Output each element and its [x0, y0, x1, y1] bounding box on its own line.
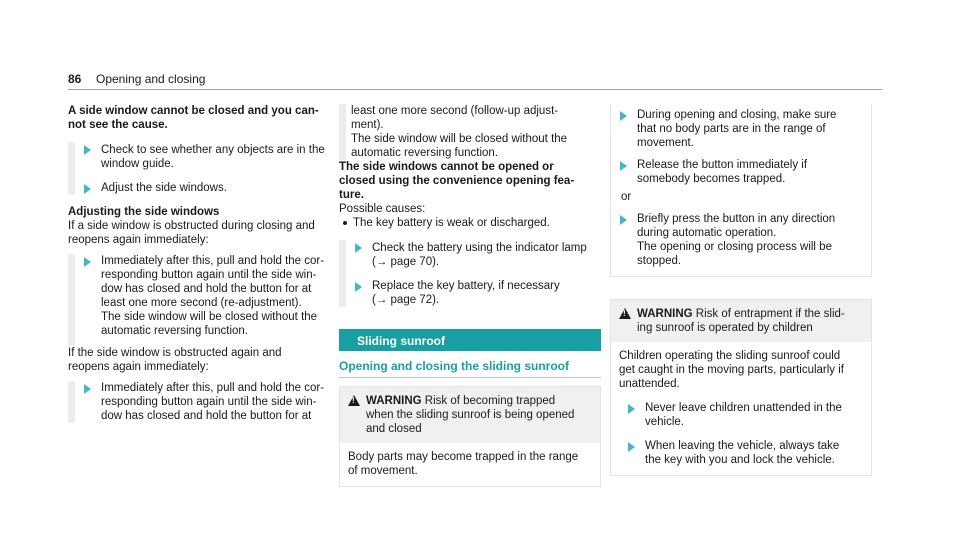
warning-box-trapped: ! WARNING Risk of becoming trapped when the sliding sunroof is being opened and closed Body parts may become trapped in the range of movement. — [339, 386, 601, 487]
warning-box-children: ! WARNING Risk of entrapment if the slid- ing sunroof is operated by children Children operating the sliding sunroof could get caught in the moving parts, particularly if unattended. Never leave children unattended in the vehicle. When leaving the vehicle, always take the key with you and lock the vehicle. — [610, 299, 872, 476]
heading-convenience-opening: The side windows cannot be opened or closed using the convenience opening fea- ture. — [339, 161, 575, 201]
bullet-icon — [343, 221, 347, 225]
step-release-button: Release the button immediately if somebody becomes trapped. — [611, 158, 871, 186]
triangle-right-icon — [620, 111, 627, 121]
triangle-right-icon — [355, 282, 362, 292]
heading-adjusting-windows: Adjusting the side windows — [68, 206, 220, 218]
triangle-right-icon — [84, 384, 91, 394]
triangle-right-icon — [628, 404, 635, 414]
triangle-right-icon — [84, 184, 91, 194]
causes-label: Possible causes: — [339, 203, 426, 215]
triangle-right-icon — [84, 145, 91, 155]
step-check-battery: Check the battery using the indicator lamp (→ page 70). — [339, 240, 601, 269]
step-follow-up: Immediately after this, pull and hold the cor- responding button again until the side win- dow has closed and hold the button for at — [68, 381, 330, 423]
step-replace-battery: Replace the key battery, if necessary (→ page 72). — [339, 279, 601, 307]
column-1 — [68, 104, 330, 423]
warning-triangle-icon — [348, 395, 360, 406]
step-no-body-parts: During opening and closing, make sure that no body parts are in the range of movement. — [611, 108, 871, 150]
sunroof-steps-box — [610, 104, 872, 277]
triangle-right-icon — [355, 243, 362, 253]
or-text: or — [621, 191, 632, 203]
page-title: Opening and closing — [96, 72, 206, 86]
warning-label: WARNING — [637, 308, 693, 320]
step-take-key: When leaving the vehicle, always take the key with you and lock the vehicle. — [619, 439, 863, 467]
warning-label: WARNING — [366, 395, 422, 407]
step-continuation: least one more second (follow-up adjust- ment). The side window will be closed without the automatic reversing function. — [339, 104, 601, 160]
section-sliding-sunroof: Sliding sunroof — [339, 329, 601, 351]
column-2 — [339, 104, 601, 487]
step-readjustment: Immediately after this, pull and hold the cor- responding button again until the side win- dow has closed and hold the button for at least one more second (re-adjustment). The side window will be closed without the automatic reversing function. — [68, 254, 330, 338]
paragraph-obstructed-again: If the side window is obstructed again and reopens again immediately: — [68, 347, 282, 373]
cause-battery: The key battery is weak or discharged. — [339, 216, 601, 230]
triangle-right-icon — [620, 161, 627, 171]
page-number: 86 — [68, 72, 82, 86]
heading-window-cannot-close: A side window cannot be closed and you can- not see the cause. — [68, 105, 319, 131]
step-check-window-guide: Check to see whether any objects are in the window guide. — [68, 142, 330, 171]
subheading-opening-closing-sunroof: Opening and closing the sliding sunroof — [339, 359, 601, 378]
step-never-leave-children: Never leave children unattended in the vehicle. — [619, 401, 863, 429]
step-adjust-windows: Adjust the side windows. — [68, 181, 330, 195]
paragraph-obstructed: If a side window is obstructed during closing and reopens again immediately: — [68, 220, 315, 246]
triangle-right-icon — [628, 442, 635, 452]
triangle-right-icon — [620, 215, 627, 225]
warning-triangle-icon — [619, 308, 631, 319]
step-briefly-press: Briefly press the button in any direction during automatic operation. The opening or closing process will be stopped. — [611, 212, 871, 268]
column-3 — [610, 104, 872, 476]
triangle-right-icon — [84, 257, 91, 267]
page-header — [68, 72, 882, 90]
